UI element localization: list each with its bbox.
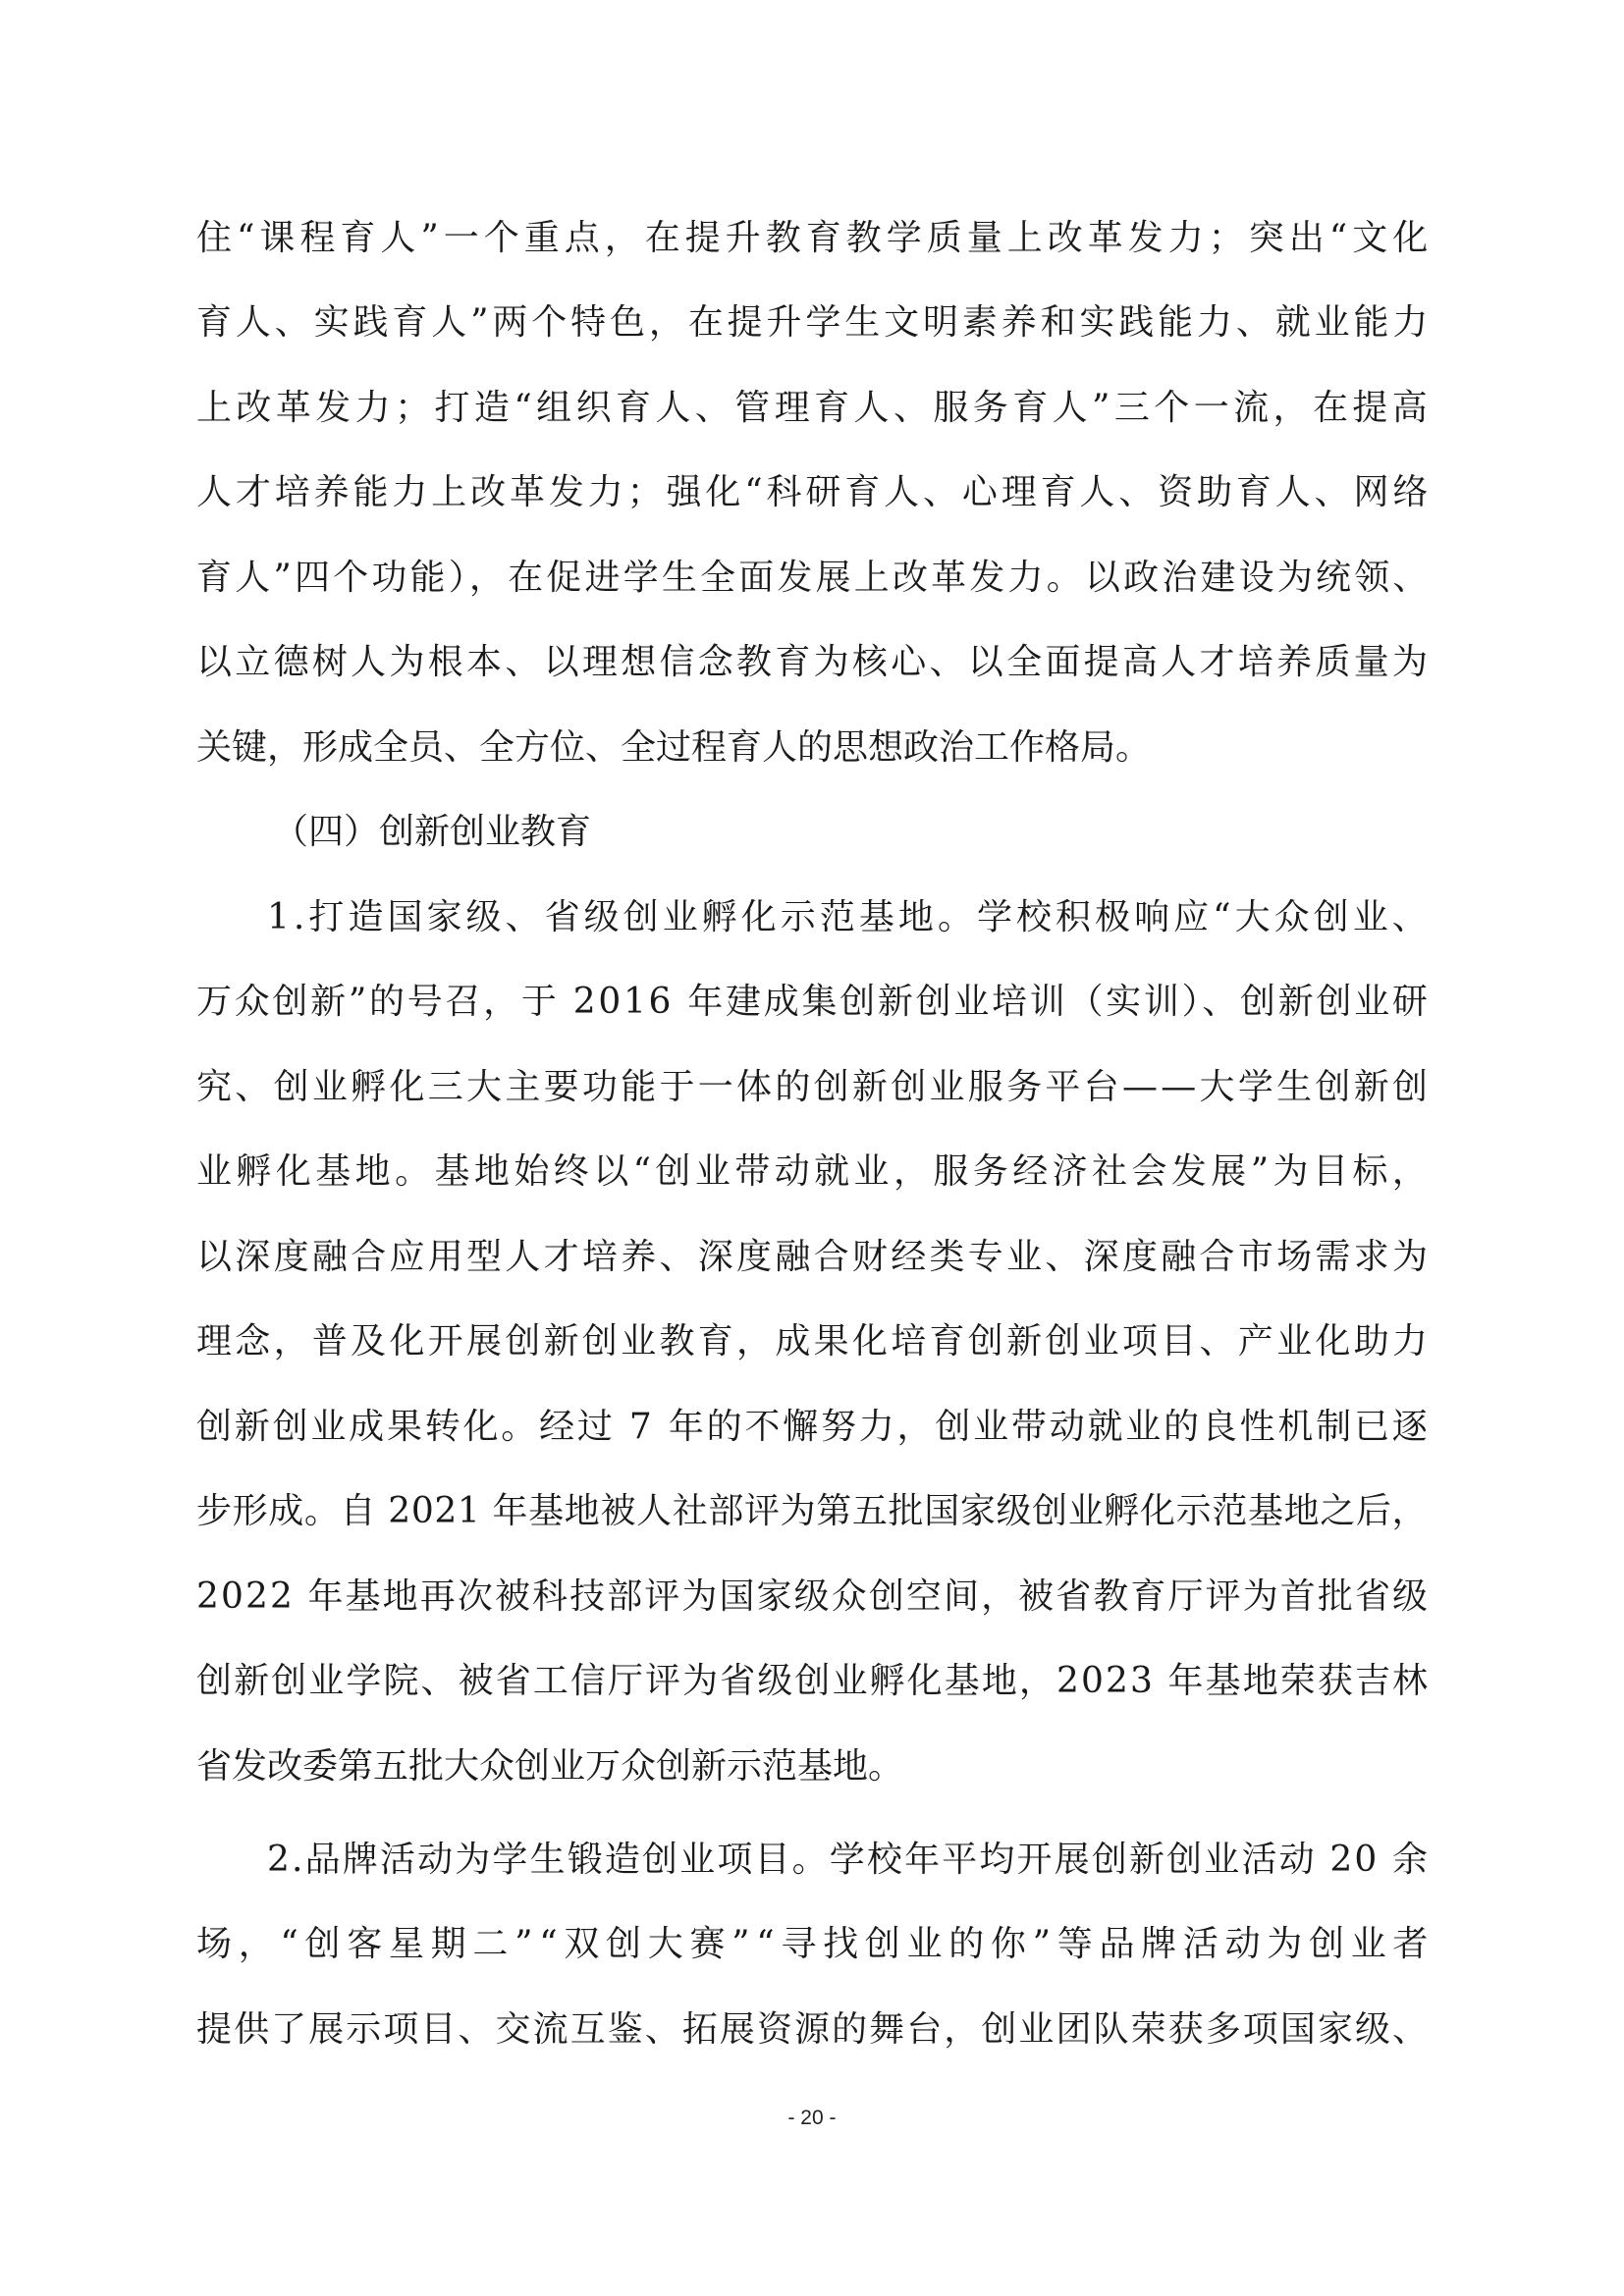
paragraph-2-line-1: 1.打造国家级、省级创业孵化示范基地。学校积极响应“大众创业、 — [267, 897, 1432, 937]
paragraph-2-line-7: 创新创业成果转化。经过 7 年的不懈努力，创业带动就业的良性机制已逐 — [196, 1407, 1431, 1447]
paragraph-1-line-4: 人才培养能力上改革发力；强化“科研育人、心理育人、资助育人、网络 — [196, 472, 1433, 512]
paragraph-2-line-11: 省发改委第五批大众创业万众创新示范基地。 — [196, 1746, 904, 1787]
paragraph-2-line-9: 2022 年基地再次被科技部评为国家级众创空间，被省教育厅评为首批省级 — [196, 1576, 1431, 1617]
paragraph-1-line-5: 育人”四个功能），在促进学生全面发展上改革发力。以政治建设为统领、 — [196, 558, 1432, 598]
paragraph-1-line-2: 育人、实践育人”两个特色，在提升学生文明素养和实践能力、就业能力 — [196, 302, 1433, 343]
paragraph-1-line-6: 以立德树人为根本、以理想信念教育为核心、以全面提高人才培养质量为 — [196, 642, 1432, 682]
section-heading: （四）创新创业教育 — [273, 812, 592, 852]
paragraph-1-line-7: 关键，形成全员、全方位、全过程育人的思想政治工作格局。 — [196, 727, 1152, 768]
page-number: - 20 - — [787, 2107, 837, 2129]
paragraph-2-line-2: 万众创新”的号召，于 2016 年建成集创新创业培训（实训）、创新创业研 — [196, 982, 1431, 1022]
paragraph-3-line-1: 2.品牌活动为学生锻造创业项目。学校年平均开展创新创业活动 20 余 — [267, 1840, 1431, 1880]
paragraph-3-line-2: 场，“创客星期二”“双创大赛”“寻找创业的你”等品牌活动为创业者 — [196, 1924, 1435, 1964]
paragraph-1-line-3: 上改革发力；打造“组织育人、管理育人、服务育人”三个一流，在提高 — [196, 388, 1433, 428]
paragraph-1-line-1: 住“课程育人”一个重点，在提升教育教学质量上改革发力；突出“文化 — [196, 218, 1434, 258]
paragraph-2-line-10: 创新创业学院、被省工信厅评为省级创业孵化基地，2023 年基地荣获吉林 — [196, 1661, 1431, 1701]
paragraph-2-line-4: 业孵化基地。基地始终以“创业带动就业，服务经济社会发展”为目标， — [196, 1151, 1433, 1192]
paragraph-2-line-3: 究、创业孵化三大主要功能于一体的创新创业服务平台——大学生创新创 — [196, 1067, 1432, 1107]
paragraph-2-line-8: 步形成。自 2021 年基地被人社部评为第五批国家级创业孵化示范基地之后， — [196, 1491, 1429, 1531]
paragraph-2-line-5: 以深度融合应用型人才培养、深度融合财经类专业、深度融合市场需求为 — [196, 1237, 1432, 1277]
paragraph-3-line-3: 提供了展示项目、交流互鉴、拓展资源的舞台，创业团队荣获多项国家级、 — [196, 2009, 1431, 2050]
paragraph-2-line-6: 理念，普及化开展创新创业教育，成果化培育创新创业项目、产业化助力 — [196, 1321, 1432, 1362]
